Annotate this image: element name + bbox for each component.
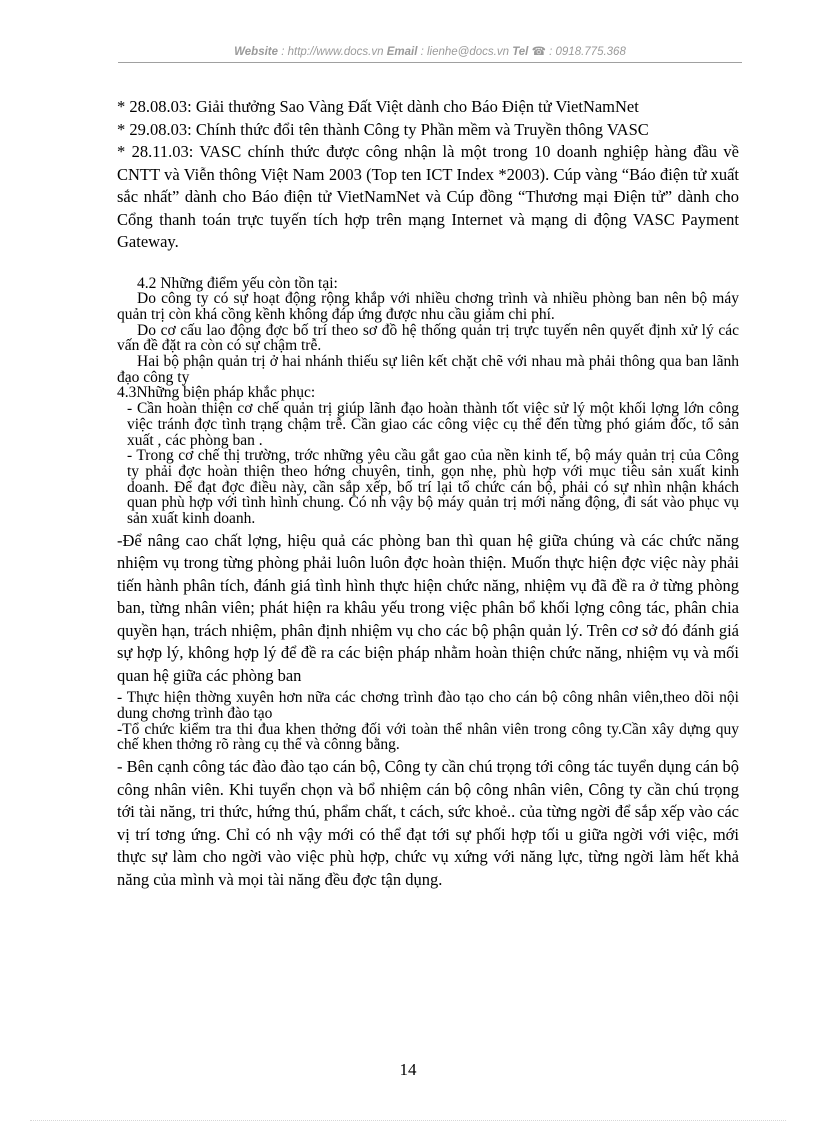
weak-point: Do công ty có sự hoạt động rộng khắp với nhiều chơng trình và nhiều phòng ban nên bộ máy quản trị còn khá cồng kềnh không đáp ứng được nhu cầu giảm chi phí. (117, 290, 739, 323)
website-label: Website (234, 46, 279, 58)
quality-paragraph: -Để nâng cao chất lợng, hiệu quả các phòng ban thì quan hệ giữa chúng và các chức năng nhiệm vụ trong từng phòng phải luôn luôn đợc hoàn thiện. Muốn thực hiện đợc việc này phải tiến hành phân tích, đánh giá tình hình thực hiện chức năng, nhiệm vụ đã đề ra ở từng phòng ban, từng nhân viên; phát hiện ra khâu yếu trong việc phân bổ khối lợng công tác, phân chia quyền hạn, trách nhiệm, phân định nhiệm vụ cho các bộ phận quản lý. Trên cơ sở đó đánh giá sự hợp lý, không hợp lý để đề ra các biện pháp nhằm hoàn thiện chức năng, nhiệm vụ và mối quan hệ giữa các phòng ban (117, 530, 739, 685)
page-header (118, 44, 742, 63)
tel-label: Tel (512, 46, 529, 58)
bottom-dotted-divider (30, 1120, 786, 1121)
remedy-point: - Trong cơ chế thị trường, trớc những yêu cầu gắt gao của nền kinh tế, bộ máy quản trị của Công ty phải đợc hoàn thiện theo hớng chuyên, tinh, gọn nhẹ, phù hợp với mục tiêu sản xuất kinh doanh. Để đạt đợc điều này, cần sắp xếp, bố trí lại tổ chức cán bộ, phải có sự nhìn nhận khách quan phù hợp với tình hình chung. Có nh vậy bộ máy quản trị mới năng động, đi sát vào phục vụ sản xuất kinh doanh. (127, 447, 739, 528)
page-number: 14 (399, 1060, 417, 1079)
milestone-item: * 29.08.03: Chính thức đổi tên thành Công ty Phần mềm và Truyền thông VASC (117, 119, 649, 139)
document-body (117, 96, 739, 891)
weak-point: Do cơ cấu lao động đợc bố trí theo sơ đồ hệ thống quản trị trực tuyến nên quyết định xử lý các vấn đề đặt ra còn có sự chậm trễ. (117, 321, 739, 355)
weak-point: Hai bộ phận quản trị ở hai nhánh thiếu sự liên kết chặt chẽ với nhau mà phải thông qua ban lãnh đạo công ty (117, 353, 739, 386)
recruit-paragraph: - Bên cạnh công tác đào đào tạo cán bộ, Công ty cần chú trọng tới công tác tuyển dụng cán bộ công nhân viên. Khi tuyển chọn và bổ nhiệm cán bộ công nhân viên, Công ty cần chú trọng tới tài năng, tri thức, hứng thú, phẩm chất, t cách, sức khoẻ.. của từng ngời để sắp xếp vào các vị trí tơng ứng. Chỉ có nh vậy mới có thể đạt tới sự phối hợp tối u giữa ngời với việc, mới thực sự làm cho ngời vào việc phù hợp, chức vụ xứng với năng lực, từng ngời làm hết khả năng của mình và mọi tài năng đều đợc tận dụng. (117, 757, 739, 889)
remedy-list (117, 401, 739, 527)
remedy-heading: 4.3Những biện pháp khắc phục: (117, 384, 316, 402)
training-point: -Tổ chức kiểm tra thi đua khen thởng đối với toàn thể nhân viên trong công ty.Cần xây dựng quy chế khen thởng rõ ràng cụ thể và cônng bằng. (117, 720, 739, 754)
website-value: : http://www.docs.vn (281, 46, 384, 58)
tel-value: ☎ : 0918.775.368 (531, 46, 626, 58)
remedy-point: - Cần hoàn thiện cơ chế quản trị giúp lãnh đạo hoàn thành tốt việc sử lý một khối lợng lớn công việc tránh đợc tình trạng chậm trễ. Cần giao các công việc cụ thể đến từng phó giám đốc, tổ sản xuất , các phòng ban . (127, 400, 739, 449)
email-value: : lienhe@docs.vn (420, 46, 509, 58)
milestone-item: * 28.08.03: Giải thưởng Sao Vàng Đất Việt dành cho Báo Điện tử VietNamNet (117, 97, 639, 116)
weak-heading: 4.2 Những điểm yếu còn tồn tại: (137, 274, 338, 292)
milestone-item: * 28.11.03: VASC chính thức được công nhận là một trong 10 doanh nghiệp hàng đầu về CNTT và Viễn thông Việt Nam 2003 (Top ten ICT Index *2003). Cúp vàng “Báo điện tử xuất sắc nhất” dành cho Báo điện tử VietNamNet và Cúp đồng “Thương mại Điện tử” dành cho Cổng thanh toán trực tuyến tích hợp trên mạng Internet và mạng di động VASC Payment Gateway. (117, 142, 739, 251)
training-point: - Thực hiện thờng xuyên hơn nữa các chơng trình đào tạo cho cán bộ công nhân viên,theo dõi nội dung chơng trình đào tạo (117, 689, 739, 722)
email-label: Email (386, 46, 418, 58)
